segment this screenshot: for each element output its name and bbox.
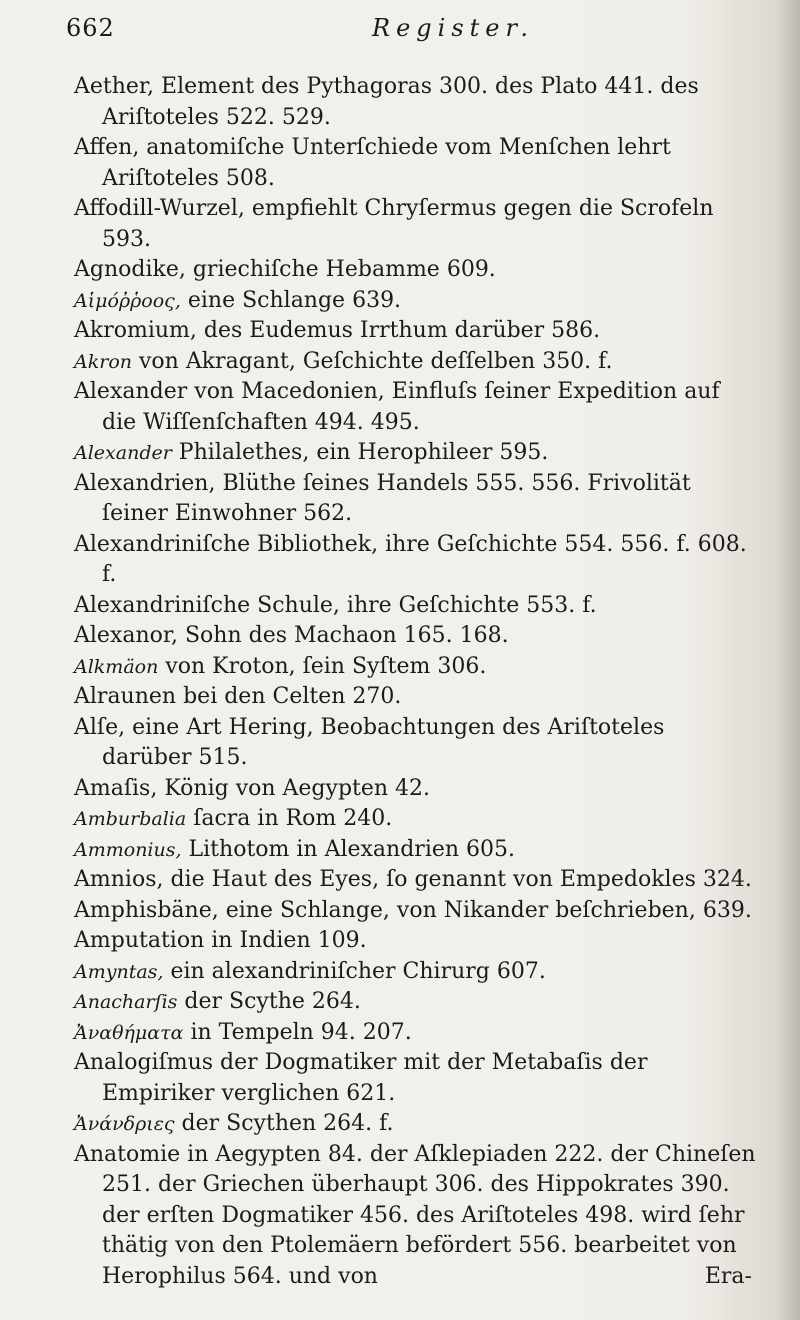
entry-text: von Akragant, Geſchichte deſſelben 350. f.: [132, 348, 613, 374]
entry-text: des Eudemus Irrthum darüber 586.: [196, 318, 601, 343]
entry-text: der Dogmatiker mit der Metabaſis der Empiriker verglichen 621.: [102, 1050, 648, 1106]
entry-text: König von Aegypten 42.: [157, 775, 431, 801]
entry-term: Ἀναθήματα: [74, 1021, 184, 1044]
entry-term: Alexandriniſche: [74, 531, 251, 557]
index-entry: [74, 194, 760, 255]
index-entry: [74, 957, 760, 988]
index-entry: [74, 530, 760, 591]
entry-term: Agnodike,: [74, 257, 186, 282]
entry-text: eine Schlange 639.: [180, 287, 402, 313]
entry-term: Affen,: [74, 135, 140, 160]
entry-term: Alexander: [74, 442, 172, 464]
index-entry: [74, 1109, 760, 1140]
entry-term: Amphisbäne,: [74, 897, 219, 923]
index-entry: [74, 1018, 760, 1049]
index-entry: [74, 621, 760, 652]
entry-text: eine Schlange, von Nikander beſchrieben, 639.: [218, 897, 752, 923]
entry-text: Sohn des Machaon 165. 168.: [177, 623, 509, 648]
entry-term: Anacharſis: [74, 991, 178, 1013]
catchword: Era-: [704, 1264, 752, 1289]
entry-text: der Scythen 264. f.: [174, 1111, 394, 1136]
index-entry: [74, 835, 760, 866]
index-entry: [74, 987, 760, 1018]
entry-term: Affodill-Wurzel,: [74, 196, 245, 221]
entry-text: von Macedonien, Einfluſs ſeiner Expedition auf die Wiſſenſchaften 494. 495.: [102, 379, 720, 435]
entry-term: Alſe,: [74, 714, 126, 740]
entry-term: Ammonius,: [74, 838, 182, 861]
entry-term: Alkmäon: [74, 655, 159, 678]
index-entry: [74, 713, 760, 774]
entry-text: bei den Celten 270.: [176, 684, 402, 709]
entry-text: ſacra in Rom 240.: [186, 806, 393, 831]
entry-term: Amnios,: [74, 867, 164, 892]
index-entry: [74, 865, 760, 896]
index-entry: [74, 682, 760, 713]
entry-text: in Indien 109.: [204, 928, 367, 953]
entry-text: von Kroton, ſein Syſtem 306.: [158, 653, 487, 679]
entry-term: Alexanor,: [74, 623, 178, 648]
entry-text: ein alexandriniſcher Chirurg 607.: [163, 958, 546, 984]
entry-text: Philalethes, ein Herophileer 595.: [171, 440, 549, 465]
entry-term: Analogiſmus: [74, 1050, 214, 1075]
index-entry: [74, 286, 760, 317]
entry-text: in Tempeln 94. 207.: [183, 1019, 412, 1045]
entry-term: Akromium,: [74, 318, 197, 343]
entry-term: Akron: [74, 350, 132, 373]
index-entry: [74, 652, 760, 683]
index-entry: [74, 774, 760, 805]
index-entry: [74, 255, 760, 286]
entry-term: Αἱμόῤῥοος,: [74, 289, 181, 312]
entry-term: Anatomie: [74, 1141, 181, 1167]
index-entry: [74, 896, 760, 927]
index-entry: [74, 316, 760, 347]
index-entry: [74, 72, 760, 133]
running-title: Register.: [372, 14, 534, 42]
entry-term: Amyntas,: [74, 960, 164, 983]
entry-term: Alexandriniſche: [74, 592, 251, 618]
entry-text: Element des Pythagoras 300. des Plato 441. des Ariſtoteles 522. 529.: [102, 74, 699, 130]
index-entry: [74, 804, 760, 835]
index-entry: [74, 133, 760, 194]
index-entry: [74, 926, 760, 957]
index-entry: [74, 377, 760, 438]
entry-text: in Aegypten 84. der Aſklepiaden 222. der Chineſen 251. der Griechen überhaupt 306. des Hippokrates 390. der erſten Dogmatiker 456. des Ariſtoteles 498. wird ſehr thätig von den Ptolemäern befördert 556. bearbeitet von Herophilus 564. und von: [102, 1141, 756, 1289]
index-entry: [74, 438, 760, 469]
entry-term: Aether,: [74, 74, 155, 99]
entry-term: Amputation: [74, 928, 205, 953]
entry-term: Ἀνάνδριες: [74, 1113, 175, 1135]
register-entries: [74, 72, 760, 1292]
index-entry: [74, 591, 760, 622]
entry-text: griechiſche Hebamme 609.: [185, 257, 496, 282]
entry-term: Alexander: [74, 379, 188, 404]
entry-term: Alexandrien,: [74, 470, 216, 496]
entry-text: der Scythe 264.: [177, 989, 361, 1014]
page-header: [66, 14, 756, 50]
page-number: 662: [66, 14, 115, 42]
index-entry: [74, 469, 760, 530]
index-entry: [74, 1048, 760, 1109]
entry-text: anatomiſche Unterſchiede vom Menſchen lehrt Ariſtoteles 508.: [102, 135, 671, 191]
entry-text: Lithotom in Alexandrien 605.: [181, 836, 516, 862]
entry-text: Schule, ihre Geſchichte 553. f.: [250, 592, 597, 618]
entry-term: Amaſis,: [74, 775, 158, 801]
entry-term: Alraunen: [74, 684, 177, 709]
index-entry: [74, 347, 760, 378]
index-entry: [74, 1140, 760, 1293]
entry-text: Blüthe ſeines Handels 555. 556. Frivolität ſeiner Einwohner 562.: [102, 470, 691, 526]
entry-text: die Haut des Eyes, ſo genannt von Empedokles 324.: [163, 867, 752, 892]
entry-term: Amburbalia: [74, 808, 187, 830]
entry-text: eine Art Hering, Beobachtungen des Ariſtoteles darüber 515.: [102, 714, 665, 770]
entry-text: Bibliothek, ihre Geſchichte 554. 556. f. 608. f.: [102, 531, 747, 587]
entry-text: empfiehlt Chryſermus gegen die Scrofeln 593.: [102, 196, 714, 252]
